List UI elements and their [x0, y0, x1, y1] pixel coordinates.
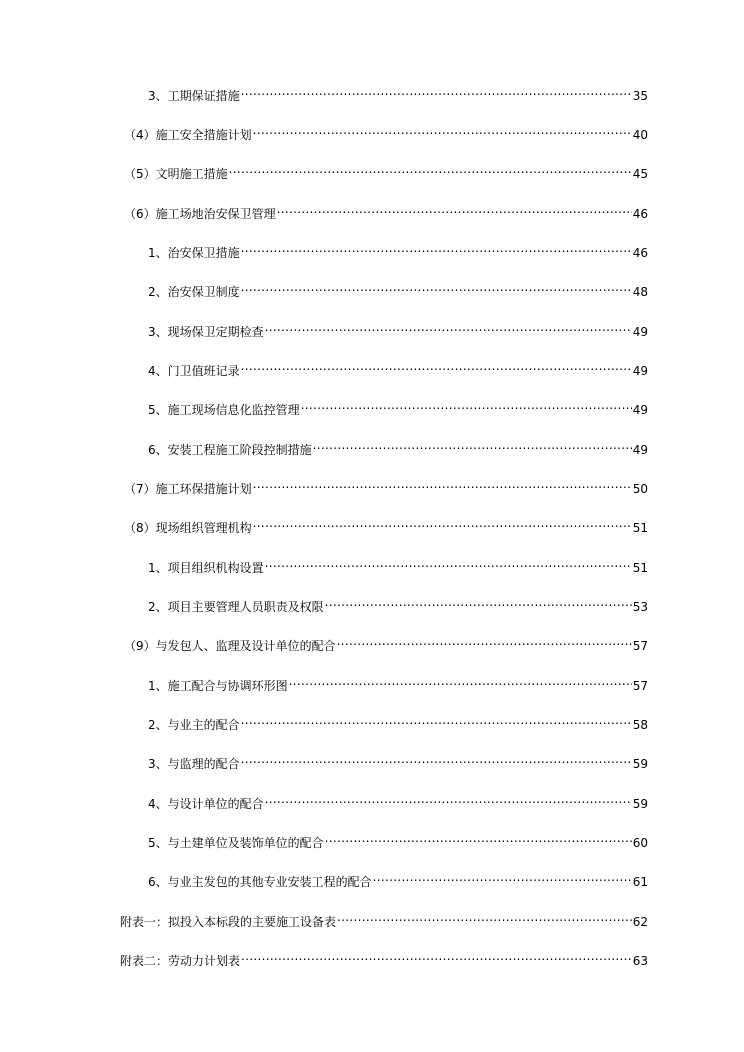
toc-page-number: 51 — [632, 561, 648, 575]
toc-entry-title: （5）文明施工措施 — [124, 167, 228, 181]
toc-entry-title: 1、项目组织机构设置 — [148, 561, 264, 575]
toc-entry[interactable] — [148, 831, 648, 851]
toc-entry-title: 6、与业主发包的其他专业安装工程的配合 — [148, 875, 372, 889]
toc-entry[interactable] — [148, 595, 648, 615]
toc-page-number: 49 — [632, 403, 648, 417]
toc-dot-leader — [337, 910, 632, 926]
toc-entry-title: 1、治安保卫措施 — [148, 246, 240, 260]
toc-page-number: 61 — [632, 875, 648, 889]
toc-page-number: 45 — [632, 167, 648, 181]
toc-entry-title: 1、施工配合与协调环形图 — [148, 679, 288, 693]
toc-entry[interactable] — [148, 674, 648, 694]
toc-page-number: 53 — [632, 600, 648, 614]
toc-page-number: 49 — [632, 364, 648, 378]
toc-dot-leader — [253, 516, 632, 532]
toc-dot-leader — [241, 359, 632, 375]
toc-entry-title: 附表二：劳动力计划表 — [120, 954, 241, 968]
toc-entry-title: （6）施工场地治安保卫管理 — [124, 207, 276, 221]
toc-page-number: 57 — [632, 679, 648, 693]
toc-entry-title: 6、安装工程施工阶段控制措施 — [148, 443, 312, 457]
toc-entry[interactable] — [148, 84, 648, 104]
toc-entry[interactable] — [148, 398, 648, 418]
toc-entry[interactable] — [148, 752, 648, 772]
toc-entry-title: 2、项目主要管理人员职责及权限 — [148, 600, 324, 614]
toc-entry-title: （4）施工安全措施计划 — [124, 128, 252, 142]
toc-entry-title: 4、门卫值班记录 — [148, 364, 240, 378]
toc-dot-leader — [265, 792, 632, 808]
toc-entry-title: 3、现场保卫定期检查 — [148, 325, 264, 339]
toc-entry[interactable] — [148, 556, 648, 576]
toc-entry-title: 4、与设计单位的配合 — [148, 797, 264, 811]
toc-entry[interactable] — [148, 320, 648, 340]
toc-dot-leader — [337, 634, 632, 650]
toc-entry-title: 3、工期保证措施 — [148, 89, 240, 103]
toc-page-number: 62 — [632, 915, 648, 929]
toc-entry[interactable] — [148, 241, 648, 261]
toc-dot-leader — [289, 674, 632, 690]
toc-page-number: 60 — [632, 836, 648, 850]
toc-dot-leader — [241, 949, 632, 965]
toc-page-number: 46 — [632, 246, 648, 260]
toc-entry-title: 5、与土建单位及装饰单位的配合 — [148, 836, 324, 850]
toc-entry[interactable] — [124, 477, 648, 497]
toc-page-number: 57 — [632, 639, 648, 653]
toc-entry[interactable] — [120, 910, 648, 930]
toc-dot-leader — [241, 713, 632, 729]
toc-page-number: 49 — [632, 443, 648, 457]
toc-dot-leader — [241, 84, 632, 100]
toc-page-number: 63 — [632, 954, 648, 968]
toc-dot-leader — [241, 241, 632, 257]
toc-dot-leader — [265, 320, 632, 336]
toc-entry[interactable] — [124, 123, 648, 143]
toc-dot-leader — [325, 831, 632, 847]
toc-entry-title: 3、与监理的配合 — [148, 757, 240, 771]
toc-page-number: 58 — [632, 718, 648, 732]
toc-entry[interactable] — [120, 949, 648, 969]
toc-entry-title: （8）现场组织管理机构 — [124, 521, 252, 535]
toc-entry[interactable] — [148, 280, 648, 300]
toc-page-number: 59 — [632, 757, 648, 771]
toc-entry[interactable] — [124, 162, 648, 182]
toc-page-number: 46 — [632, 207, 648, 221]
toc-dot-leader — [253, 123, 632, 139]
toc-dot-leader — [265, 556, 632, 572]
toc-dot-leader — [253, 477, 632, 493]
toc-entry-title: （7）施工环保措施计划 — [124, 482, 252, 496]
toc-entry[interactable] — [148, 870, 648, 890]
toc-entry[interactable] — [148, 438, 648, 458]
toc-page-number: 40 — [632, 128, 648, 142]
toc-entry[interactable] — [124, 516, 648, 536]
toc-page-number: 51 — [632, 521, 648, 535]
toc-dot-leader — [241, 280, 632, 296]
toc-dot-leader — [301, 398, 632, 414]
toc-entry[interactable] — [148, 713, 648, 733]
toc-dot-leader — [277, 202, 632, 218]
toc-dot-leader — [229, 162, 632, 178]
toc-page-number: 49 — [632, 325, 648, 339]
toc-page-number: 35 — [632, 89, 648, 103]
toc-entry[interactable] — [124, 202, 648, 222]
toc-dot-leader — [373, 870, 632, 886]
toc-entry-title: 附表一：拟投入本标段的主要施工设备表 — [120, 915, 337, 929]
toc-page-number: 48 — [632, 285, 648, 299]
toc-entry[interactable] — [148, 792, 648, 812]
toc-page-number: 59 — [632, 797, 648, 811]
toc-entry-title: 2、治安保卫制度 — [148, 285, 240, 299]
toc-entry-title: （9）与发包人、监理及设计单位的配合 — [124, 639, 336, 653]
toc-dot-leader — [313, 438, 632, 454]
toc-entry-title: 5、施工现场信息化监控管理 — [148, 403, 300, 417]
toc-page-number: 50 — [632, 482, 648, 496]
toc-entry[interactable] — [148, 359, 648, 379]
toc-entry-title: 2、与业主的配合 — [148, 718, 240, 732]
toc-entry[interactable] — [124, 634, 648, 654]
toc-dot-leader — [241, 752, 632, 768]
toc-dot-leader — [325, 595, 632, 611]
